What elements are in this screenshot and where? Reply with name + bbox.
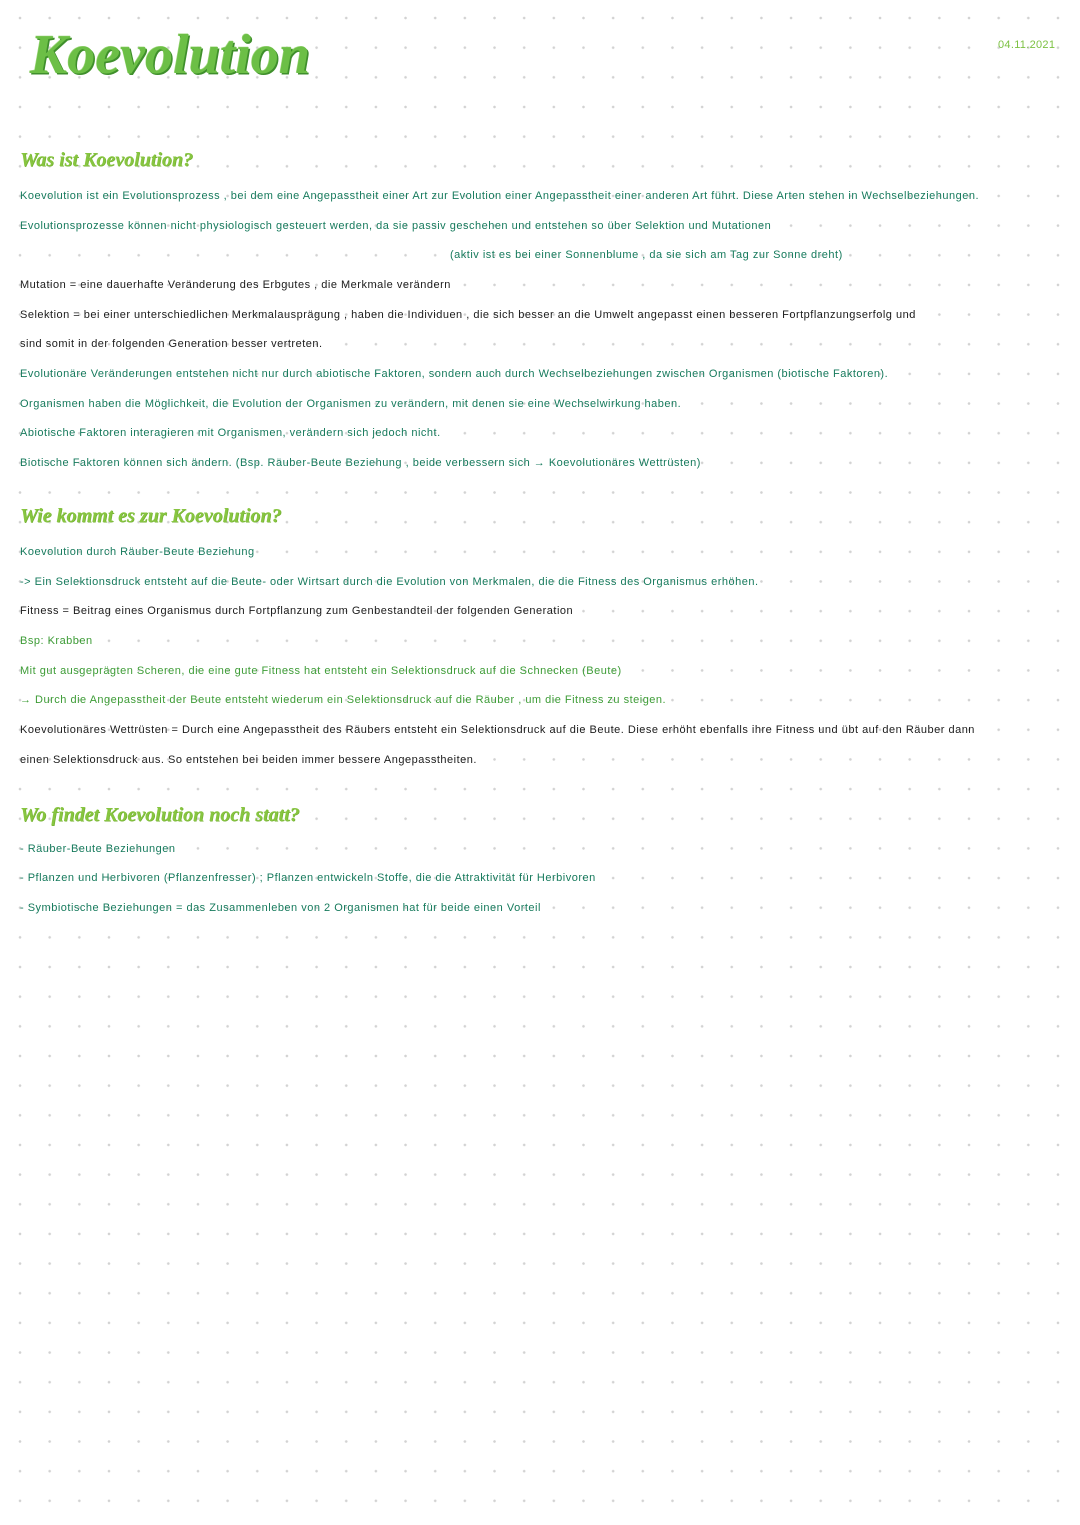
definition-wettruesten-continued: einen Selektionsdruck aus. So entstehen bei beiden immer bessere Angepasstheiten. [20,754,477,766]
list-item-symbiose: - Symbiotische Beziehungen = das Zusammenleben von 2 Organismen hat für beide einen Vorteil [20,902,541,914]
definition-wettruesten: Koevolutionäres Wettrüsten = Durch eine Angepasstheit des Räubers entsteht ein Selektionsdruck auf die Beute. Diese erhöht ebenfalls ihre Fitness und übt auf den Räuber dann [20,724,975,736]
note-line-abiotische-faktoren: Abiotische Faktoren interagieren mit Organismen, verändern sich jedoch nicht. [20,427,441,439]
note-date: 04.11.2021 [998,39,1056,51]
note-line-evolutionaere-veraenderungen: Evolutionäre Veränderungen entstehen nicht nur durch abiotische Faktoren, sondern auch durch Wechselbeziehungen zwischen Organismen (biotische Faktoren). [20,368,889,380]
section-heading: Wie kommt es zur Koevolution? [20,505,282,527]
section-heading: Wo findet Koevolution noch statt? [20,804,300,826]
list-item-pflanzen-herbivoren: - Pflanzen und Herbivoren (Pflanzenfresser) ; Pflanzen entwickeln Stoffe, die die Attraktivität für Herbivoren [20,872,596,884]
note-line-sonnenblume-example: (aktiv ist es bei einer Sonnenblume , da sie sich am Tag zur Sonne dreht) [450,249,843,261]
note-line-selektionsdruck: -> Ein Selektionsdruck entsteht auf die Beute- oder Wirtsart durch die Evolution von Merkmalen, die die Fitness des Organismus erhöhen. [20,576,759,588]
example-line-angepasstheit-beute: → Durch die Angepasstheit der Beute entsteht wiederum ein Selektionsdruck auf die Räuber , um die Fitness zu steigen. [20,694,667,706]
definition-koevolution: Koevolution ist ein Evolutionsprozess , bei dem eine Angepasstheit einer Art zur Evolution einer Angepasstheit einer anderen Art führt. Diese Arten stehen in Wechselbeziehungen. [20,190,980,202]
note-line-evolutionsprozesse: Evolutionsprozesse können nicht physiologisch gesteuert werden, da sie passiv geschehen und entstehen so über Selektion und Mutationen [20,220,772,232]
definition-selektion: Selektion = bei einer unterschiedlichen Merkmalausprägung , haben die Individuen , die sich besser an die Umwelt angepasst einen besseren Fortpflanzungserfolg und [20,309,916,321]
list-item-raeuber-beute: - Räuber-Beute Beziehungen [20,843,176,855]
definition-fitness: Fitness = Beitrag eines Organismus durch Fortpflanzung zum Genbestandteil der folgenden Generation [20,605,574,617]
note-line-raeuber-beute: Koevolution durch Räuber-Beute Beziehung [20,546,255,558]
note-line-biotische-faktoren: Biotische Faktoren können sich ändern. (Bsp. Räuber-Beute Beziehung , beide verbessern sich → Koevolutionäres Wettrüsten) [20,457,701,469]
example-line-scheren: Mit gut ausgeprägten Scheren, die eine gute Fitness hat entsteht ein Selektionsdruck auf die Schnecken (Beute) [20,665,622,677]
example-label-krabben: Bsp: Krabben [20,635,93,647]
note-line-organismen: Organismen haben die Möglichkeit, die Evolution der Organismen zu verändern, mit denen sie eine Wechselwirkung haben. [20,398,682,410]
page-title: Koevolution [30,24,311,86]
section-heading: Was ist Koevolution? [20,149,193,171]
definition-selektion-continued: sind somit in der folgenden Generation besser vertreten. [20,338,323,350]
definition-mutation: Mutation = eine dauerhafte Veränderung des Erbgutes , die Merkmale verändern [20,279,451,291]
